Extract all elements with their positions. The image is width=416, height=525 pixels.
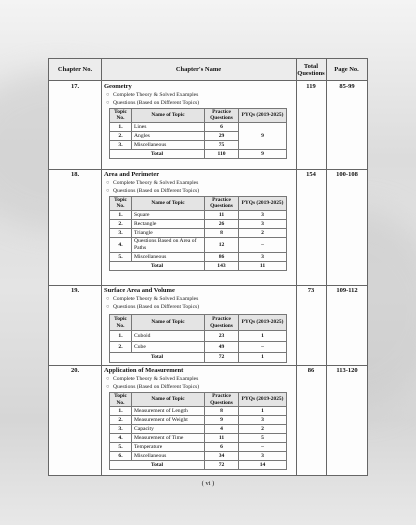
row-divider — [49, 169, 367, 170]
header-chapter-name: Chapter's Name — [101, 59, 296, 81]
chapter-title: Surface Area and Volume — [104, 287, 175, 294]
bullet-item: ○ Questions (Based on Different Topics) — [106, 384, 200, 390]
table-row: 2. Cube 49 – — [110, 342, 287, 353]
bullet-item: ○ Complete Theory & Solved Examples — [106, 376, 199, 382]
th-topic-no: Topic No. — [110, 315, 132, 331]
chapter-title: Application of Measurement — [104, 367, 184, 374]
chapter-total-questions: 154 — [306, 171, 316, 178]
chapter-pages: 100-108 — [336, 171, 358, 178]
contents-table — [48, 58, 368, 476]
th-pyqs: PYQs (2019-2025) — [239, 315, 287, 331]
topic-table — [109, 196, 287, 271]
bullet-item: ○ Questions (Based on Different Topics) — [106, 100, 200, 106]
column-divider — [326, 59, 327, 475]
topic-table-header — [110, 393, 287, 407]
table-row: 3. Triangle 8 2 — [110, 228, 287, 237]
th-topic-no: Topic No. — [110, 393, 132, 407]
total-row: Total 72 14 — [110, 461, 287, 470]
chapter-pages: 109-112 — [336, 287, 358, 294]
th-topic-name: Name of Topic — [132, 109, 205, 123]
bullet-item: ○ Complete Theory & Solved Examples — [106, 92, 199, 98]
chapter-total-questions: 86 — [307, 367, 315, 374]
total-row: Total 72 1 — [110, 353, 287, 363]
th-topic-no: Topic No. — [110, 109, 132, 123]
bullet-item: ○ Complete Theory & Solved Examples — [106, 180, 199, 186]
th-practice: Practice Questions — [205, 393, 239, 407]
th-pyqs: PYQs (2019-2025) — [239, 197, 287, 211]
bullet-item: ○ Questions (Based on Different Topics) — [106, 304, 200, 310]
table-row: 5. Miscellaneous 86 3 — [110, 252, 287, 261]
row-divider — [49, 365, 367, 366]
chapter-pages: 113-120 — [336, 367, 358, 374]
th-topic-no: Topic No. — [110, 197, 132, 211]
total-row: Total 143 11 — [110, 261, 287, 270]
header-chapter-no: Chapter No. — [49, 59, 101, 81]
th-practice: Practice Questions — [205, 197, 239, 211]
header-page-no: Page No. — [326, 59, 367, 81]
topic-table-header — [110, 109, 287, 123]
th-practice: Practice Questions — [205, 315, 239, 331]
table-row: 1. Lines 6 9 — [110, 122, 287, 131]
table-row: 4. Measurement of Time 11 5 — [110, 434, 287, 443]
chapter-title: Area and Perimeter — [104, 171, 160, 178]
row-divider — [49, 285, 367, 286]
topic-table — [109, 314, 287, 363]
table-row: 4. Questions Based on Area of Paths 12 – — [110, 237, 287, 252]
table-row: 6. Miscellaneous 34 3 — [110, 452, 287, 461]
table-row: 2. Angles 29 — [110, 131, 287, 140]
bullet-item: ○ Questions (Based on Different Topics) — [106, 188, 200, 194]
chapter-title: Geometry — [104, 83, 132, 90]
chapter-number: 18. — [70, 171, 80, 178]
chapter-total-questions: 73 — [307, 287, 315, 294]
total-row: Total 110 9 — [110, 149, 287, 158]
chapter-number: 17. — [70, 83, 80, 90]
topic-table — [109, 108, 287, 159]
header-total-questions: Total Questions — [296, 59, 326, 81]
column-divider — [296, 59, 297, 475]
chapter-number: 20. — [70, 367, 80, 374]
table-row: 2. Rectangle 26 3 — [110, 219, 287, 228]
page-number: ( vi ) — [201, 480, 215, 487]
th-pyqs: PYQs (2019-2025) — [239, 109, 287, 123]
table-row: 3. Miscellaneous 75 — [110, 140, 287, 149]
topic-table-header — [110, 315, 287, 331]
topic-table — [109, 392, 287, 470]
bullet-item: ○ Complete Theory & Solved Examples — [106, 296, 199, 302]
th-topic-name: Name of Topic — [132, 197, 205, 211]
th-topic-name: Name of Topic — [132, 315, 205, 331]
topic-table-header — [110, 197, 287, 211]
table-row: 1. Measurement of Length 8 1 — [110, 407, 287, 416]
table-row: 3. Capacity 4 2 — [110, 425, 287, 434]
chapter-number: 19. — [70, 287, 80, 294]
th-practice: Practice Questions — [205, 109, 239, 123]
chapter-total-questions: 119 — [306, 83, 316, 90]
chapter-pages: 85-99 — [339, 83, 355, 90]
table-row: 1. Cuboid 23 1 — [110, 331, 287, 342]
table-row: 5. Temperature 6 – — [110, 443, 287, 452]
table-row: 2. Measurement of Weight 9 3 — [110, 416, 287, 425]
th-pyqs: PYQs (2019-2025) — [239, 393, 287, 407]
column-divider — [101, 59, 102, 475]
table-row: 1. Square 11 3 — [110, 210, 287, 219]
th-topic-name: Name of Topic — [132, 393, 205, 407]
